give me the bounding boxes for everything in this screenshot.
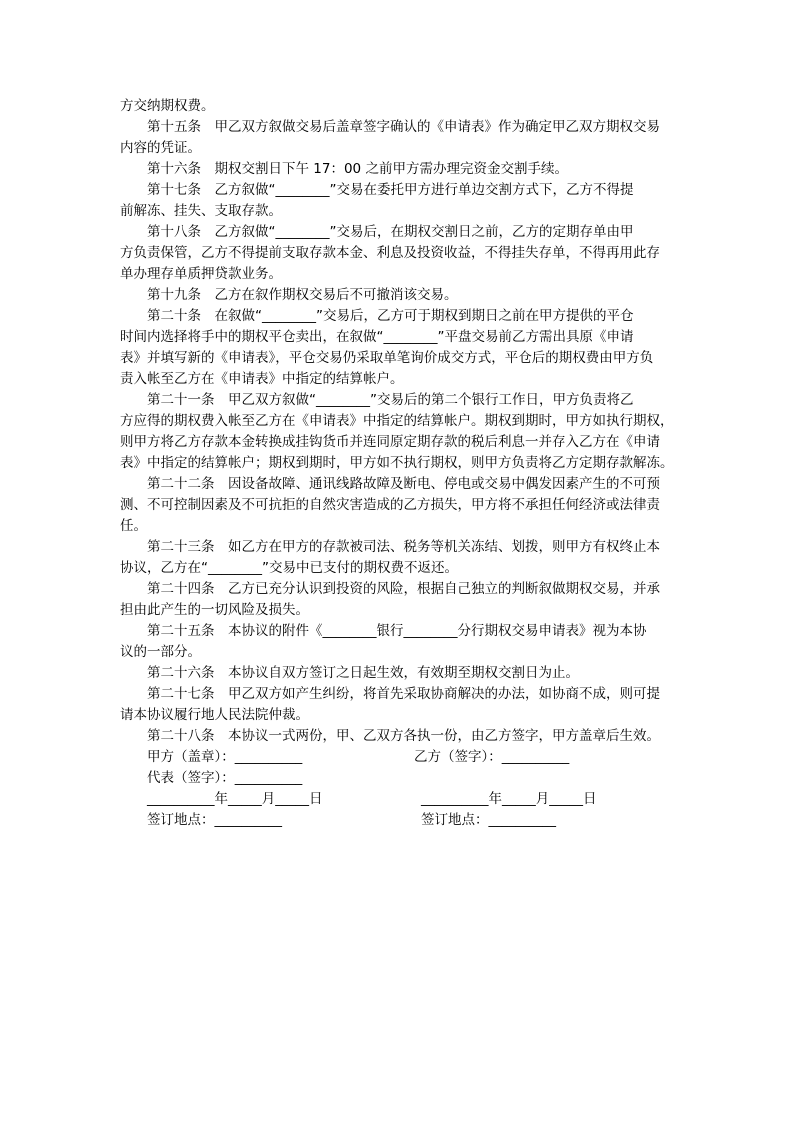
text-line: 第二十五条 本协议的附件《________银行________分行期权交易申请表》视为本协	[120, 623, 647, 639]
representative-signature: 代表（签字）：__________	[147, 770, 303, 786]
text-line: 担由此产生的一切风险及损失。	[120, 602, 309, 618]
text-line: 则甲方将乙方存款本金转换成挂钩货币并连同原定期存款的税后利息一并存入乙方在《申请	[120, 434, 660, 450]
text-line: 方负责保管，乙方不得提前支取存款本金、利息及投资收益，不得挂失存单，不得再用此存	[120, 245, 660, 261]
text-line: 第二十八条 本协议一式两份，甲、乙双方各执一份，由乙方签字，甲方盖章后生效。	[120, 728, 660, 744]
text-line: 内容的凭证。	[120, 140, 201, 156]
text-line: 第十五条 甲乙双方叙做交易后盖章签字确认的《申请表》作为确定甲乙双方期权交易	[120, 119, 660, 135]
party-b-signature: 乙方（签字）：__________	[414, 749, 570, 765]
text-line: 时间内选择将手中的期权平仓卖出，在叙做“________”平盘交易前乙方需出具原《申请	[120, 329, 634, 345]
party-a-place: 签订地点：__________	[147, 812, 282, 828]
party-b-place: 签订地点：__________	[421, 812, 556, 828]
text-line: 第十六条 期权交割日下午 17：00 之前甲方需办理完资金交割手续。	[120, 161, 568, 177]
party-b-date: __________年_____月_____日	[421, 791, 597, 807]
party-a-seal: 甲方（盖章）：__________	[147, 749, 303, 765]
text-line: 单办理存单质押贷款业务。	[120, 266, 282, 282]
text-line: 第二十四条 乙方已充分认识到投资的风险，根据自己独立的判断叙做期权交易，并承	[120, 581, 660, 597]
text-line: 任。	[120, 518, 147, 534]
party-a-date: __________年_____月_____日	[147, 791, 323, 807]
text-line: 前解冻、挂失、支取存款。	[120, 203, 282, 219]
text-line: 第十八条 乙方叙做“________”交易后，在期权交割日之前，乙方的定期存单由甲	[120, 224, 634, 240]
text-line: 测、不可控制因素及不可抗拒的自然灾害造成的乙方损失，甲方将不承担任何经济或法律责	[120, 497, 660, 513]
text-line: 议的一部分。	[120, 644, 201, 660]
text-line: 方应得的期权费入帐至乙方在《申请表》中指定的结算帐户。期权到期时，甲方如执行期权，	[120, 413, 674, 429]
text-line: 第二十六条 本协议自双方签订之日起生效，有效期至期权交割日为止。	[120, 665, 579, 681]
text-line: 请本协议履行地人民法院仲裁。	[120, 707, 309, 723]
text-line: 第十七条 乙方叙做“________”交易在委托甲方进行单边交割方式下，乙方不得提	[120, 182, 634, 198]
text-line: 责入帐至乙方在《申请表》中指定的结算帐户。	[120, 371, 404, 387]
text-line: 第二十二条 因设备故障、通讯线路故障及断电、停电或交易中偶发因素产生的不可预	[120, 476, 660, 492]
text-line: 表》中指定的结算帐户；期权到期时，甲方如不执行期权，则甲方负责将乙方定期存款解冻。	[120, 455, 674, 471]
text-line: 第二十条 在叙做“________”交易后，乙方可于期权到期日之前在甲方提供的平仓	[120, 308, 634, 324]
text-line: 第二十七条 甲乙双方如产生纠纷，将首先采取协商解决的办法，如协商不成，则可提	[120, 686, 660, 702]
text-line: 协议，乙方在“________”交易中已支付的期权费不返还。	[120, 560, 458, 576]
text-line: 方交纳期权费。	[120, 98, 215, 114]
text-line: 第二十三条 如乙方在甲方的存款被司法、税务等机关冻结、划拨，则甲方有权终止本	[120, 539, 660, 555]
text-line: 表》并填写新的《申请表》，平仓交易仍采取单笔询价成交方式，平仓后的期权费由甲方负	[120, 350, 654, 366]
text-line: 第十九条 乙方在叙作期权交易后不可撤消该交易。	[120, 287, 458, 303]
text-line: 第二十一条 甲乙双方叙做“________”交易后的第二个银行工作日，甲方负责将乙	[120, 392, 634, 408]
